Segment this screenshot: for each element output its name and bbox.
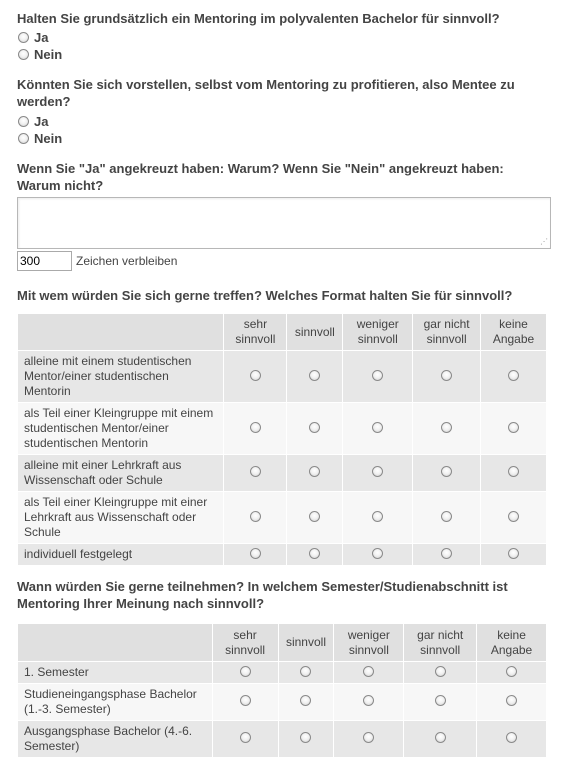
matrix-cell	[224, 403, 287, 455]
matrix-cell	[224, 455, 287, 492]
question-line: Mentoring Ihrer Meinung nach sinnvoll?	[17, 596, 265, 611]
radio-keine-angabe[interactable]	[508, 466, 519, 477]
radio-sehr-sinnvoll[interactable]	[240, 666, 251, 677]
matrix-cell	[413, 455, 481, 492]
row-label: Ausgangsphase Bachelor (4.-6. Semester)	[18, 721, 213, 758]
matrix-cell	[334, 662, 404, 684]
matrix-cell	[278, 684, 334, 721]
radio-sinnvoll[interactable]	[309, 370, 320, 381]
matrix-cell	[404, 721, 477, 758]
column-header: gar nicht sinnvoll	[413, 314, 481, 351]
radio-gar-nicht-sinnvoll[interactable]	[441, 370, 452, 381]
matrix-cell	[477, 684, 547, 721]
matrix-cell	[287, 492, 343, 544]
semester-matrix	[17, 623, 547, 758]
column-header: sehr sinnvoll	[212, 624, 278, 662]
matrix-row	[18, 351, 547, 403]
option-label: Ja	[34, 30, 49, 45]
row-label: als Teil einer Kleingruppe mit einem studentischen Mentor/einer studentischen Mentorin	[18, 403, 224, 455]
matrix-cell	[343, 403, 413, 455]
column-header: keine Angabe	[481, 314, 547, 351]
row-label: alleine mit einer Lehrkraft aus Wissenschaft oder Schule	[18, 455, 224, 492]
question-semester	[17, 578, 547, 612]
radio-gar-nicht-sinnvoll[interactable]	[435, 666, 446, 677]
radio-weniger-sinnvoll[interactable]	[363, 732, 374, 743]
matrix-cell	[224, 544, 287, 566]
matrix-row	[18, 662, 547, 684]
matrix-cell	[343, 544, 413, 566]
radio-sinnvoll[interactable]	[300, 666, 311, 677]
matrix-cell	[334, 684, 404, 721]
matrix-cell	[334, 721, 404, 758]
question-line: werden?	[17, 94, 71, 109]
row-label: als Teil einer Kleingruppe mit einer Lehrkraft aus Wissenschaft oder Schule	[18, 492, 224, 544]
radio-keine-angabe[interactable]	[508, 422, 519, 433]
radio-keine-angabe[interactable]	[506, 732, 517, 743]
option-ja-q2[interactable]	[17, 113, 48, 130]
question-line: Wenn Sie "Ja" angekreuzt haben: Warum? Wenn Sie "Nein" angekreuzt haben:	[17, 161, 504, 176]
radio-sinnvoll[interactable]	[309, 422, 320, 433]
radio-sinnvoll[interactable]	[300, 732, 311, 743]
radio-weniger-sinnvoll[interactable]	[372, 511, 383, 522]
question-warum	[17, 160, 547, 194]
matrix-row	[18, 721, 547, 758]
matrix-cell	[224, 492, 287, 544]
radio-ja-q2[interactable]	[18, 116, 29, 127]
column-header: sehr sinnvoll	[224, 314, 287, 351]
matrix-cell	[481, 492, 547, 544]
option-nein-q2[interactable]	[17, 130, 62, 147]
matrix-cell	[413, 403, 481, 455]
radio-keine-angabe[interactable]	[508, 548, 519, 559]
matrix-cell	[343, 455, 413, 492]
radio-gar-nicht-sinnvoll[interactable]	[435, 695, 446, 706]
matrix-cell	[413, 544, 481, 566]
row-label: alleine mit einem studentischen Mentor/einer studentischen Mentorin	[18, 351, 224, 403]
row-label: individuell festgelegt	[18, 544, 224, 566]
radio-sinnvoll[interactable]	[300, 695, 311, 706]
matrix-cell	[287, 544, 343, 566]
matrix-cell	[404, 662, 477, 684]
question-line: Könnten Sie sich vorstellen, selbst vom Mentoring zu profitieren, also Mentee zu	[17, 77, 515, 92]
row-label: 1. Semester	[18, 662, 213, 684]
question-mentee	[17, 76, 547, 110]
matrix-row	[18, 455, 547, 492]
matrix-cell	[481, 455, 547, 492]
radio-sehr-sinnvoll[interactable]	[240, 695, 251, 706]
matrix-cell	[278, 662, 334, 684]
matrix-cell	[287, 403, 343, 455]
matrix-cell	[343, 351, 413, 403]
radio-gar-nicht-sinnvoll[interactable]	[441, 422, 452, 433]
radio-keine-angabe[interactable]	[508, 511, 519, 522]
option-label: Nein	[34, 47, 63, 62]
matrix-header-row	[18, 624, 547, 662]
radio-weniger-sinnvoll[interactable]	[372, 548, 383, 559]
option-label: Nein	[34, 131, 63, 146]
matrix-corner	[18, 624, 213, 662]
chars-remaining-label: Zeichen verbleiben	[76, 254, 178, 268]
matrix-cell	[413, 351, 481, 403]
chars-remaining-field	[17, 251, 72, 271]
radio-gar-nicht-sinnvoll[interactable]	[435, 732, 446, 743]
resize-grip-icon[interactable]: ⋰	[540, 237, 548, 246]
radio-nein-q1[interactable]	[18, 49, 29, 60]
matrix-cell	[481, 403, 547, 455]
radio-nein-q2[interactable]	[18, 133, 29, 144]
radio-sehr-sinnvoll[interactable]	[240, 732, 251, 743]
question-line: Warum nicht?	[17, 178, 104, 193]
column-header: weniger sinnvoll	[334, 624, 404, 662]
radio-keine-angabe[interactable]	[506, 666, 517, 677]
radio-weniger-sinnvoll[interactable]	[363, 695, 374, 706]
matrix-cell	[278, 721, 334, 758]
question-format: Mit wem würden Sie sich gerne treffen? Welches Format halten Sie für sinnvoll?	[17, 288, 513, 303]
matrix-row	[18, 492, 547, 544]
matrix-cell	[287, 455, 343, 492]
radio-ja-q1[interactable]	[18, 32, 29, 43]
matrix-cell	[413, 492, 481, 544]
column-header: keine Angabe	[477, 624, 547, 662]
matrix-row	[18, 684, 547, 721]
matrix-corner	[18, 314, 224, 351]
matrix-cell	[212, 684, 278, 721]
reason-textarea[interactable]	[17, 197, 551, 249]
radio-keine-angabe[interactable]	[506, 695, 517, 706]
column-header: sinnvoll	[287, 314, 343, 351]
radio-sehr-sinnvoll[interactable]	[250, 370, 261, 381]
matrix-cell	[224, 351, 287, 403]
radio-sinnvoll[interactable]	[309, 548, 320, 559]
radio-gar-nicht-sinnvoll[interactable]	[441, 511, 452, 522]
column-header: gar nicht sinnvoll	[404, 624, 477, 662]
matrix-cell	[404, 684, 477, 721]
column-header: weniger sinnvoll	[343, 314, 413, 351]
row-label: Studieneingangsphase Bachelor (1.-3. Semester)	[18, 684, 213, 721]
matrix-cell	[477, 662, 547, 684]
matrix-cell	[287, 351, 343, 403]
radio-weniger-sinnvoll[interactable]	[372, 422, 383, 433]
matrix-cell	[212, 721, 278, 758]
radio-sehr-sinnvoll[interactable]	[250, 422, 261, 433]
column-header: sinnvoll	[278, 624, 334, 662]
question-line: Wann würden Sie gerne teilnehmen? In welchem Semester/Studienabschnitt ist	[17, 579, 508, 594]
radio-sehr-sinnvoll[interactable]	[250, 548, 261, 559]
matrix-row	[18, 544, 547, 566]
matrix-cell	[477, 721, 547, 758]
format-matrix	[17, 313, 547, 566]
option-nein-q1[interactable]	[17, 46, 62, 63]
radio-sinnvoll[interactable]	[309, 466, 320, 477]
radio-gar-nicht-sinnvoll[interactable]	[441, 466, 452, 477]
radio-weniger-sinnvoll[interactable]	[363, 666, 374, 677]
question-mentoring-sinnvoll: Halten Sie grundsätzlich ein Mentoring im polyvalenten Bachelor für sinnvoll?	[17, 11, 500, 26]
matrix-row	[18, 403, 547, 455]
radio-sehr-sinnvoll[interactable]	[250, 511, 261, 522]
matrix-header-row	[18, 314, 547, 351]
radio-keine-angabe[interactable]	[508, 370, 519, 381]
radio-weniger-sinnvoll[interactable]	[372, 466, 383, 477]
radio-sinnvoll[interactable]	[309, 511, 320, 522]
radio-sehr-sinnvoll[interactable]	[250, 466, 261, 477]
option-ja-q1[interactable]	[17, 29, 48, 46]
option-label: Ja	[34, 114, 49, 129]
matrix-cell	[481, 544, 547, 566]
matrix-cell	[481, 351, 547, 403]
matrix-cell	[212, 662, 278, 684]
radio-gar-nicht-sinnvoll[interactable]	[441, 548, 452, 559]
radio-weniger-sinnvoll[interactable]	[372, 370, 383, 381]
matrix-cell	[343, 492, 413, 544]
